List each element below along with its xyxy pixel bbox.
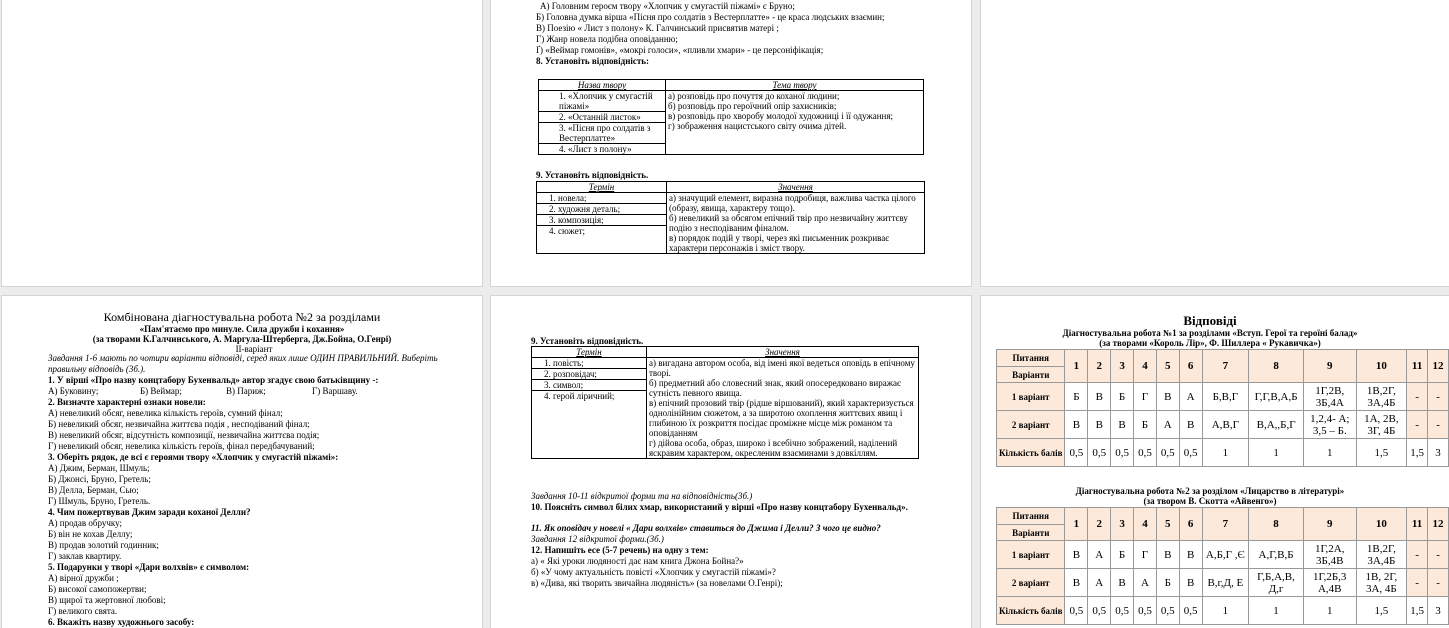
col-header: 1 — [1065, 508, 1088, 541]
list-item: 2. розповідач; — [532, 369, 646, 380]
document-page-1 — [491, 0, 971, 286]
question-4: 4. Чим пожертвував Джим заради коханої Делли? — [48, 507, 251, 517]
statement-d: Г) Жанр новела подібна оповіданню; — [536, 34, 678, 44]
col-meaning-header: Значення — [647, 347, 919, 358]
col-header: 11 — [1407, 508, 1428, 541]
option: В) щирої та жертовної любові; — [48, 595, 166, 605]
col-header: 3 — [1111, 350, 1134, 383]
question-9: 9. Установіть відповідність. — [531, 336, 644, 346]
answer-cell: - — [1428, 541, 1449, 569]
answer-cell: А — [1156, 411, 1179, 439]
option: В) продав золотий годинник; — [48, 540, 159, 550]
option: А) вірної дружби ; — [48, 573, 119, 583]
variant-label: ІІ-варіант — [235, 344, 273, 354]
list-item: 2. «Останній листок» — [539, 112, 665, 123]
option: В) Делла, Берман, Сью; — [48, 485, 139, 495]
statement-a: А) Головним героєм твору «Хлопчик у смугастій піжамі» є Бруно; — [540, 1, 795, 11]
answer-cell: В — [1156, 541, 1179, 569]
answer-cell: В — [1065, 411, 1088, 439]
answer-cell: В — [1065, 569, 1088, 597]
answer-cell: Б — [1065, 383, 1088, 411]
option: Г) заклав квартиру. — [48, 551, 122, 561]
answer-cell: В — [1088, 411, 1111, 439]
row-label: 2 варіант — [997, 411, 1065, 439]
list-item: в) порядок подій у творі, через які письменник розкриває характери персонажів і зміст твору. — [669, 233, 890, 253]
list-item: 1. повість; — [532, 358, 646, 369]
list-item: 4. герой ліричний; — [544, 391, 615, 401]
answers-title: Відповіді — [1183, 313, 1237, 328]
question-1: 1. У вірші «Про назву концтабору Бухенвальд» автор згадує свою батьківщину -: — [48, 375, 379, 385]
option: Г) невеликий обсяг, невелика кількість героїв, фінал передбачуваний; — [48, 441, 315, 451]
option: Б) високої самопожертви; — [48, 584, 147, 594]
list-item: а) вигадана автором особа, від імені якої ведеться оповідь в епічному творі. — [649, 358, 915, 378]
answer-cell: 1В,2Г, 3А,4Б — [1356, 541, 1407, 569]
col-header: 3 — [1111, 508, 1134, 541]
work-2-title: Діагностувальна робота №2 за розділом «Лицарство в літературі» — [1075, 486, 1345, 496]
col-header: 12 — [1428, 350, 1449, 383]
col-term-header: Термін — [537, 182, 667, 193]
answer-cell: - — [1407, 541, 1428, 569]
row-label: Кількість балів — [997, 597, 1065, 625]
question-6: 6. Вкажіть назву художнього засобу: — [48, 617, 195, 627]
answer-cell: В — [1156, 383, 1179, 411]
option: А) Буковину; — [48, 386, 99, 396]
answer-cell: А,В,Г — [1202, 411, 1249, 439]
answer-cell: - — [1428, 569, 1449, 597]
col-header: 6 — [1179, 350, 1202, 383]
answer-cell: - — [1407, 411, 1428, 439]
points-cell: 0,5 — [1065, 439, 1088, 467]
list-item: 1. «Хлопчик у смугастій піжамі» — [539, 91, 665, 112]
points-cell: 1 — [1303, 597, 1356, 625]
answer-cell: Б,В,Г — [1202, 383, 1249, 411]
list-item: 2. художня деталь; — [537, 204, 666, 215]
points-cell: 0,5 — [1088, 439, 1111, 467]
answers-table-1 — [996, 349, 1449, 467]
work-1-title: Діагностувальна робота №1 за розділами «Вступ. Герої та героїні балад» — [1062, 328, 1358, 338]
points-cell: 1 — [1249, 597, 1304, 625]
list-item: б) розповідь про героїчний опір захисників; — [668, 101, 837, 111]
answer-cell: Б — [1134, 411, 1157, 439]
points-cell: 0,5 — [1179, 439, 1202, 467]
header-variants: Варіанти — [997, 367, 1065, 383]
answer-cell: Г — [1134, 383, 1157, 411]
col-header: 5 — [1156, 508, 1179, 541]
answer-cell: 1В, 2Г, 3А, 4Б — [1356, 569, 1407, 597]
points-cell: 1,5 — [1407, 597, 1428, 625]
question-9: 9. Установіть відповідність. — [536, 170, 649, 180]
answer-cell: А,Г,В,Б — [1249, 541, 1304, 569]
document-page-blank-left — [2, 0, 482, 286]
list-item: 3. «Пісня про солдатів з Вестерплатте» — [539, 123, 665, 144]
points-cell: 1 — [1249, 439, 1304, 467]
subtitle-authors: (за творами К.Галчинського, А. Маргула-Штерберга, Дж.Бойна, О.Генрі) — [92, 334, 392, 344]
header-question: Питання — [997, 508, 1065, 525]
points-cell: 0,5 — [1111, 439, 1134, 467]
document-page-3 — [491, 296, 971, 628]
answer-cell: В — [1111, 411, 1134, 439]
answer-cell: В — [1179, 541, 1202, 569]
col-header: 2 — [1088, 508, 1111, 541]
essay-topic: б) «У чому актуальність повісті «Хлопчик у смугастій піжамі»? — [531, 567, 776, 577]
answer-cell: Г,Б,А,В, Д,г — [1249, 569, 1304, 597]
option: Г) великого свята. — [48, 606, 118, 616]
points-cell: 0,5 — [1134, 597, 1157, 625]
col-header: 8 — [1249, 508, 1304, 541]
answer-cell: В,А,,Б,Г — [1249, 411, 1304, 439]
answer-cell: 1В,2Г, 3А,4Б — [1356, 383, 1407, 411]
col-term-header: Термін — [532, 347, 647, 358]
list-item: 3. композиція; — [537, 215, 666, 226]
option: В) невеликий обсяг, відсутність композиції, незвичайна життєва подія; — [48, 430, 320, 440]
points-cell: 1 — [1304, 439, 1357, 467]
option: А) невеликий обсяг, невелика кількість героїв, сумний фінал; — [48, 408, 283, 418]
col-header: 5 — [1156, 350, 1179, 383]
answer-cell: В — [1179, 411, 1202, 439]
col-header: 2 — [1088, 350, 1111, 383]
list-item: 4. сюжет; — [549, 226, 586, 236]
col-header: 10 — [1356, 508, 1407, 541]
answer-cell: - — [1428, 411, 1449, 439]
task-10-11-instructions: Завдання 10-11 відкритої форми та на відповідність(3б.) — [531, 491, 753, 501]
points-cell: 1 — [1202, 439, 1249, 467]
list-item: в) розповідь про хворобу молодої художниці і її одужання; — [668, 111, 893, 121]
match-table-terms — [531, 346, 919, 459]
col-header: 8 — [1249, 350, 1304, 383]
work-2-subtitle: (за твором В. Скотта «Айвенго») — [1143, 496, 1277, 506]
header-question: Питання — [997, 350, 1065, 367]
document-page-4 — [981, 296, 1449, 628]
points-cell: 1,5 — [1356, 439, 1407, 467]
option: Б) невеликий обсяг, незвичайна життєва подія , несподіваний фінал; — [48, 419, 310, 429]
col-header: 7 — [1202, 350, 1249, 383]
points-cell: 0,5 — [1088, 597, 1111, 625]
points-cell: 1,5 — [1407, 439, 1428, 467]
answer-cell: В — [1111, 569, 1134, 597]
list-item: а) розповідь про почуття до коханої людини; — [668, 91, 840, 101]
col-header: 9 — [1303, 508, 1356, 541]
list-item: в) епічний прозовий твір (рідше віршований), який характеризується однолінійним сюжетом, а за широтою охоплення життєвих явищ і глибиною їх розкриття посідає проміжне місце між романом та оповіданням — [649, 398, 914, 438]
question-10: 10. Поясніть символ білих хмар, використаний у вірші «Про назву концтабору Бухенвальд». — [531, 502, 908, 512]
points-cell: 0,5 — [1134, 439, 1157, 467]
answer-cell: Г,Г,В,А,Б — [1249, 383, 1304, 411]
option: Г) Шмуль, Бруно, Гретель. — [48, 496, 151, 506]
list-item: г) зображення нацистського світу очима дітей. — [668, 121, 847, 131]
answer-cell: 1А, 2В, 3Г, 4Б — [1356, 411, 1407, 439]
answer-cell: - — [1428, 383, 1449, 411]
option: Б) Веймар; — [140, 386, 182, 396]
question-5: 5. Подарунки у творі «Дари волхвів» є символом: — [48, 562, 250, 572]
statement-e: Ґ) «Веймар гомонів», «мокрі голоси», «пливли хмари» - це персоніфікація; — [536, 45, 824, 55]
col-theme-header: Тема твору — [666, 80, 924, 91]
answer-cell: А — [1179, 383, 1202, 411]
points-cell: 0,5 — [1156, 439, 1179, 467]
option: Б) він не кохав Деллу; — [48, 529, 133, 539]
document-page-blank-right — [981, 0, 1449, 286]
row-label: 1 варіант — [997, 383, 1065, 411]
answer-cell: Б — [1156, 569, 1179, 597]
answer-cell: В — [1179, 569, 1202, 597]
row-label: 1 варіант — [997, 541, 1065, 569]
points-cell: 1,5 — [1356, 597, 1407, 625]
answer-cell: В,г,Д, Е — [1202, 569, 1249, 597]
col-meaning-header: Значення — [667, 182, 925, 193]
col-header: 1 — [1065, 350, 1088, 383]
list-item: 3. символ; — [532, 380, 646, 391]
points-cell: 0,5 — [1065, 597, 1088, 625]
list-item: б) невеликий за обсягом епічний твір про незвичайну життєву подію з несподіваним фіналом. — [669, 213, 908, 233]
option: А) продав обручку; — [48, 518, 122, 528]
answer-cell: А — [1088, 541, 1111, 569]
row-label: Кількість балів — [997, 439, 1065, 467]
col-header: 11 — [1407, 350, 1428, 383]
answer-cell: 1Г,2Б,3 А,4В — [1303, 569, 1356, 597]
points-cell: 0,5 — [1156, 597, 1179, 625]
answer-cell: В — [1088, 383, 1111, 411]
row-label: 2 варіант — [997, 569, 1065, 597]
question-1-options — [48, 386, 438, 397]
col-header: 7 — [1202, 508, 1249, 541]
answer-cell: 1Г,2В, 3Б,4А — [1304, 383, 1357, 411]
col-title-header: Назва твору — [539, 80, 666, 91]
answer-cell: А,Б,Г ,Є — [1202, 541, 1249, 569]
statement-c: В) Поезію « Лист з полону» К. Галчинський присвятив матері ; — [536, 23, 779, 33]
points-cell: 1 — [1202, 597, 1249, 625]
option: В) Париж; — [226, 386, 266, 396]
answer-cell: А — [1134, 569, 1157, 597]
col-header: 6 — [1179, 508, 1202, 541]
option: Б) Джонсі, Бруно, Гретель; — [48, 474, 151, 484]
answer-cell: Г — [1134, 541, 1157, 569]
col-header: 4 — [1134, 508, 1157, 541]
points-cell: 0,5 — [1111, 597, 1134, 625]
task-12-instructions: Завдання 12 відкритої форми.(3б.) — [531, 534, 664, 544]
question-3: 3. Оберіть рядок, де всі є героями твору «Хлопчик у смугастій піжамі»: — [48, 452, 339, 462]
statements-list — [536, 1, 966, 67]
list-item: 1. новела; — [537, 193, 666, 204]
answer-cell: - — [1407, 383, 1428, 411]
option: Г) Варшаву. — [312, 386, 358, 396]
match-table-8 — [538, 79, 924, 155]
list-item: г) дійова особа, образ, широко і всебічно зображений, наділений яскравим характером, окресленим взаєминами з довкіллям. — [649, 438, 898, 458]
question-12: 12. Напишіть есе (5-7 речень) на одну з тем: — [531, 545, 709, 555]
header-variants: Варіанти — [997, 525, 1065, 541]
statement-b: Б) Головна думка вірша «Пісня про солдатів з Вестерплатте» - це краса людських взаємин; — [536, 12, 885, 22]
answer-cell: В — [1065, 541, 1088, 569]
option: А) Джим, Берман, Шмуль; — [48, 463, 150, 473]
page-title: Комбінована діагностувальна робота №2 за розділами — [103, 310, 381, 324]
col-header: 12 — [1428, 508, 1449, 541]
list-item: б) предметний або словесний знак, який опосередковано виражає сутність певного явища. — [649, 378, 901, 398]
question-8: 8. Установіть відповідність: — [536, 56, 650, 66]
col-header: 10 — [1356, 350, 1407, 383]
essay-topic: а) « Які уроки людяності дає нам книга Джона Бойна?» — [531, 556, 744, 566]
essay-topic: в) «Дива, які творить звичайна людяність» (за новелами О.Генрі); — [531, 578, 783, 588]
points-cell: 0,5 — [1179, 597, 1202, 625]
document-page-2 — [2, 296, 482, 628]
answer-cell: 1Г,2А, 3Б,4В — [1303, 541, 1356, 569]
col-header: 9 — [1304, 350, 1357, 383]
answer-cell: Б — [1111, 541, 1134, 569]
points-cell: 3 — [1428, 597, 1449, 625]
answer-cell: 1,2,4- А; 3,5 – Б. — [1304, 411, 1357, 439]
work-1-subtitle: (за творами «Король Лір», Ф. Шиллера « Рукавичка») — [1099, 338, 1321, 348]
col-header: 4 — [1134, 350, 1157, 383]
task-instructions: Завдання 1-6 мають по чотири варіанти відповіді, серед яких лише ОДИН ПРАВИЛЬНИЙ. Виберіть правильну відповідь (3б.). — [48, 353, 438, 374]
list-item: а) значущий елемент, виразна подробиця, важлива частка цілого (образу, явища, характеру тощо). — [669, 193, 916, 213]
points-cell: 3 — [1428, 439, 1449, 467]
answer-cell: - — [1407, 569, 1428, 597]
answer-cell: Б — [1111, 383, 1134, 411]
subtitle: «Пам'ятаємо про минуле. Сила дружби і кохання» — [139, 324, 345, 334]
match-table-9 — [536, 181, 925, 254]
answers-table-2 — [996, 507, 1449, 625]
answer-cell: А — [1088, 569, 1111, 597]
question-2: 2. Визначте характерні ознаки новели: — [48, 397, 206, 407]
list-item: 4. «Лист з полону» — [559, 144, 632, 154]
question-11: 11. Як оповідач у новелі « Дари волхвів» ставиться до Джима і Делли? З чого це видно? — [531, 523, 881, 533]
